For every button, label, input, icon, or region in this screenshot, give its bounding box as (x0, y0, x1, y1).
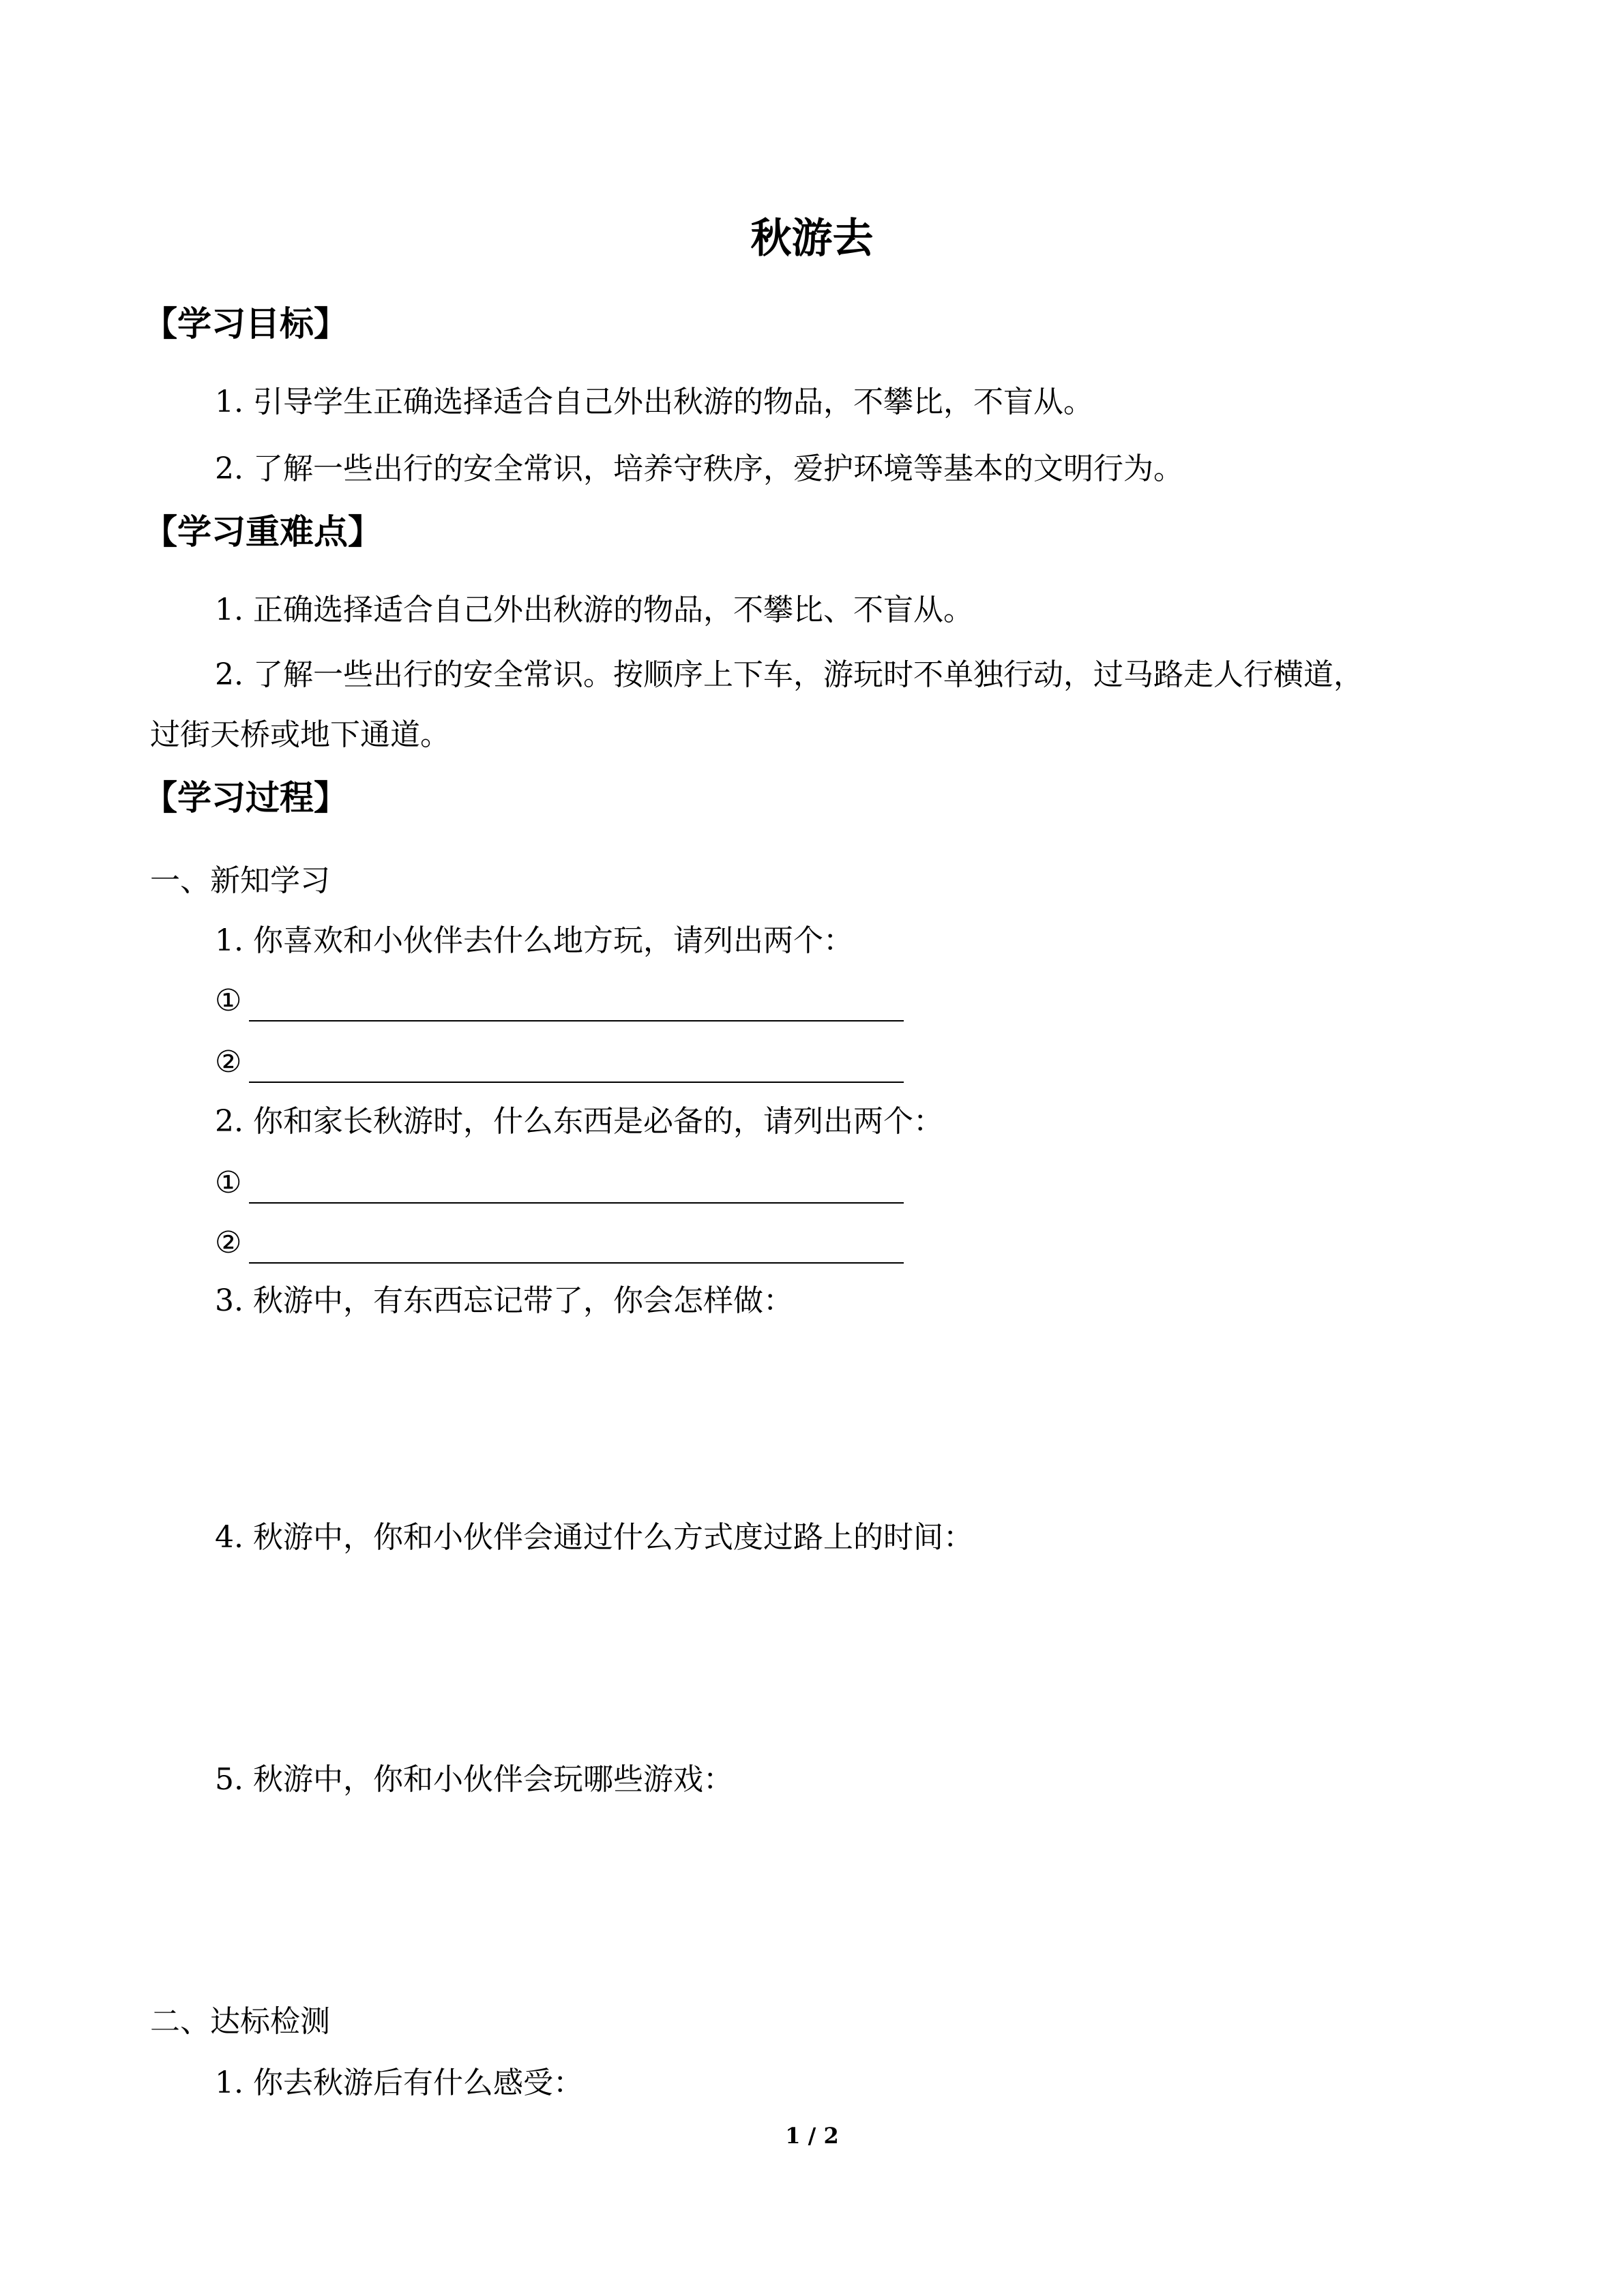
question-4: 4. 秋游中，你和小伙伴会通过什么方式度过路上的时间： (215, 1520, 973, 1555)
answer-rule (249, 1049, 904, 1083)
part1-label: 一、新知学习 (150, 863, 330, 898)
answer-rule (249, 1169, 904, 1204)
answer-rule (249, 1229, 904, 1264)
section-heading-key-points: 【学习重难点】 (143, 512, 382, 552)
circled-one-marker: ① (215, 1165, 242, 1200)
question-5: 5. 秋游中，你和小伙伴会玩哪些游戏： (215, 1762, 733, 1797)
circled-two-marker: ② (215, 1045, 242, 1079)
goal-item-2: 2. 了解一些出行的安全常识，培养守秩序，爱护环境等基本的文明行为。 (215, 451, 1183, 486)
page-title: 秋游去 (750, 215, 874, 263)
check-question-1: 1. 你去秋游后有什么感受： (215, 2066, 583, 2100)
section-heading-goals: 【学习目标】 (143, 304, 348, 344)
question-3: 3. 秋游中，有东西忘记带了，你会怎样做： (215, 1283, 793, 1318)
answer-line-q2-1[interactable] (215, 1163, 904, 1204)
key-point-item-2-continued: 过街天桥或地下通道。 (150, 717, 450, 752)
circled-two-marker: ② (215, 1225, 242, 1260)
answer-rule (249, 987, 904, 1022)
answer-line-q2-2[interactable] (215, 1223, 904, 1264)
page-indicator: 1 / 2 (785, 2123, 839, 2149)
circled-one-marker: ① (215, 983, 242, 1018)
goal-item-1: 1. 引导学生正确选择适合自己外出秋游的物品，不攀比，不盲从。 (215, 385, 1093, 419)
key-point-item-2: 2. 了解一些出行的安全常识。按顺序上下车，游玩时不单独行动，过马路走人行横道， (215, 657, 1363, 692)
section-heading-process: 【学习过程】 (143, 778, 348, 818)
answer-line-q1-2[interactable] (215, 1042, 904, 1083)
part2-label: 二、达标检测 (150, 2004, 330, 2039)
question-2: 2. 你和家长秋游时，什么东西是必备的，请列出两个： (215, 1104, 943, 1139)
question-1: 1. 你喜欢和小伙伴去什么地方玩，请列出两个： (215, 923, 853, 958)
answer-line-q1-1[interactable] (215, 981, 904, 1022)
key-point-item-1: 1. 正确选择适合自己外出秋游的物品，不攀比、不盲从。 (215, 593, 973, 627)
